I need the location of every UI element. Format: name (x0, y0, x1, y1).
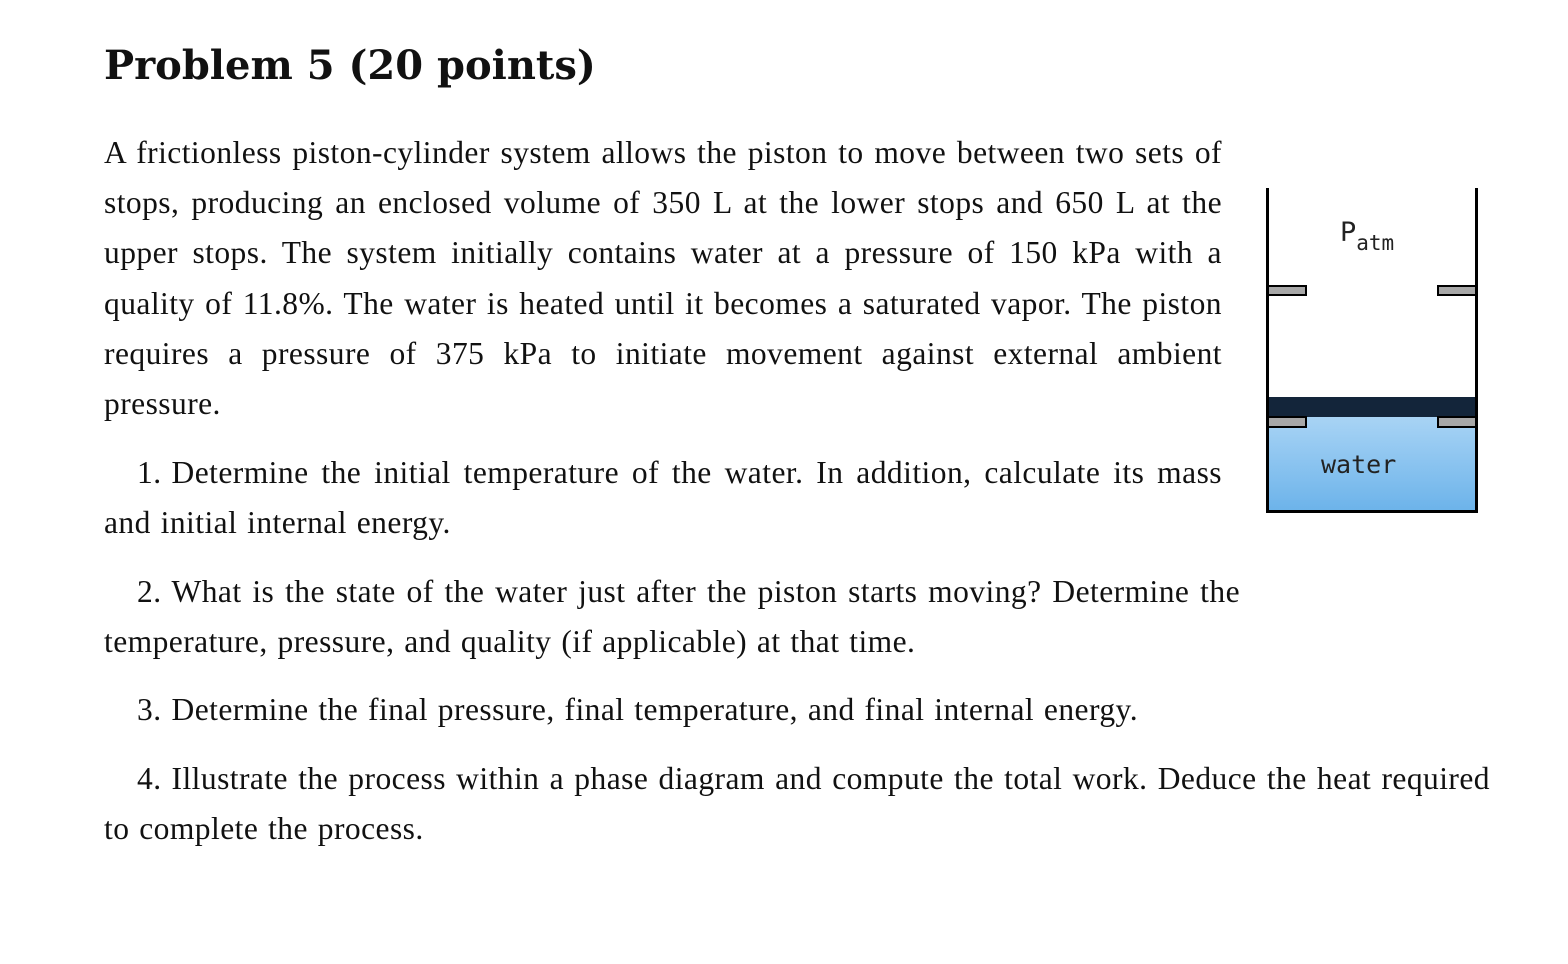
question-3-text: Determine the final pressure, final temperature, and final internal energy. (171, 692, 1139, 727)
lower-stop-left (1268, 417, 1306, 427)
upper-stop-left (1268, 286, 1306, 295)
upper-stop-right (1438, 286, 1476, 295)
question-3 (104, 685, 1264, 735)
question-2-number: 2. (137, 574, 162, 609)
question-4 (104, 754, 1490, 854)
water-label: water (1321, 450, 1397, 479)
atmospheric-pressure-label (1340, 217, 1394, 255)
pressure-symbol: P (1340, 217, 1357, 248)
piston (1268, 397, 1477, 417)
question-2-text: What is the state of the water just after the piston starts moving? Determine the temperature, pressure, and quality (if applicable) at that time. (104, 574, 1240, 659)
question-1 (104, 448, 1222, 548)
lower-stop-right (1438, 417, 1476, 427)
piston-cylinder-diagram (1262, 182, 1484, 518)
question-1-number: 1. (137, 455, 162, 490)
piston-cylinder-svg (1262, 182, 1484, 518)
question-3-number: 3. (137, 692, 162, 727)
question-2 (104, 567, 1240, 667)
question-1-text: Determine the initial temperature of the water. In addition, calculate its mass and initial internal energy. (104, 455, 1222, 540)
question-4-text: Illustrate the process within a phase diagram and compute the total work. Deduce the heat required to complete the process. (104, 761, 1490, 846)
pressure-subscript: atm (1356, 231, 1395, 255)
problem-title: Problem 5 (20 points) (104, 42, 596, 89)
problem-statement: A frictionless piston-cylinder system allows the piston to move between two sets of stops, producing an enclosed volume of 350 L at the lower stops and 650 L at the upper stops. The system initially contains water at a pressure of 150 kPa with a quality of 11.8%. The water is heated until it becomes a saturated vapor. The piston requires a pressure of 375 kPa to initiate movement against external ambient pressure. (104, 135, 1222, 422)
question-4-number: 4. (137, 761, 162, 796)
